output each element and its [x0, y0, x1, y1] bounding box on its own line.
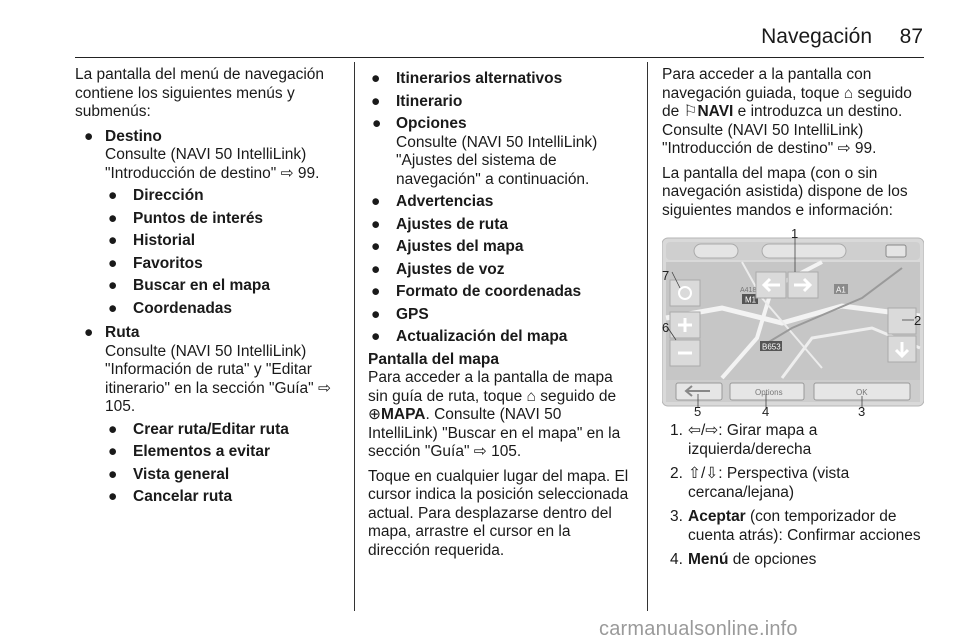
view-up-button[interactable]: [888, 308, 916, 334]
item-label: Buscar en el mapa: [133, 277, 270, 294]
item-label: Ajustes de voz: [396, 260, 505, 278]
navi-label: NAVI: [697, 103, 734, 120]
legend-number: 2.: [670, 465, 683, 482]
compass-button[interactable]: [670, 280, 700, 306]
bullet: ●: [108, 232, 118, 249]
legend-text: de opciones: [728, 551, 817, 568]
list-item: [368, 328, 633, 347]
legend-number: 1.: [670, 422, 683, 439]
bullet: ●: [108, 209, 118, 227]
column-2: [368, 66, 633, 566]
item-label: Ruta: [105, 324, 140, 341]
bullet: ●: [371, 305, 381, 323]
item-label: Coordenadas: [133, 299, 233, 317]
flag-icon: ⚐: [683, 103, 698, 120]
item-text: Consulte (NAVI 50 IntelliLink) "Información de ruta" y "Editar itinerario" en la sección "Guía" ⇨ 105.: [105, 342, 331, 415]
callout-number: 1: [791, 228, 799, 241]
bullet: ●: [108, 187, 118, 204]
road-label: A1: [836, 285, 846, 295]
item-label: Dirección: [133, 187, 204, 204]
road-label: A418: [740, 287, 757, 294]
bullet: ●: [371, 92, 381, 110]
legend-text: ⇦/⇨: Girar mapa a izquierda/derecha: [688, 422, 818, 458]
callout-number: 6: [662, 320, 670, 335]
item-label: Itinerario: [396, 92, 463, 110]
text-run: seguido de: [540, 387, 617, 405]
legend-text: ⇧/⇩: Perspectiva (vista cercana/lejana): [688, 465, 850, 501]
bullet: ●: [371, 70, 381, 87]
column-3: [662, 66, 924, 570]
item-label: Destino: [105, 127, 162, 145]
bullet: ●: [84, 127, 94, 145]
item-label: Cancelar ruta: [133, 488, 233, 505]
list-item: [75, 488, 345, 507]
item-label: Actualización del mapa: [396, 328, 568, 345]
bullet: ●: [371, 193, 381, 210]
item-label: Puntos de interés: [133, 209, 264, 227]
column-1: [75, 66, 345, 507]
list-item: [75, 232, 345, 251]
bullet: ●: [371, 260, 381, 278]
list-item: [368, 306, 633, 325]
item-label: Advertencias: [396, 193, 494, 210]
bullet: ●: [84, 324, 94, 341]
map-screen-figure: [662, 228, 924, 416]
item-label: Crear ruta/Editar ruta: [133, 420, 289, 438]
bullet: ●: [108, 443, 118, 460]
callout-number: 4: [762, 404, 770, 416]
callout-number: 5: [694, 404, 702, 416]
item-label: Favoritos: [133, 254, 203, 272]
list-item: [75, 187, 345, 206]
watermark: carmanualsonline.info: [599, 618, 798, 640]
section-title: Pantalla del mapa: [368, 350, 499, 368]
list-item: [75, 443, 345, 462]
road-label: B653: [762, 342, 781, 352]
page-title: Navegación: [761, 25, 872, 48]
item-text: Consulte (NAVI 50 IntelliLink) "Ajustes del sistema de navegación" a continuación.: [396, 133, 598, 188]
callout-number: 2: [914, 313, 922, 328]
pantalla-text-1: [368, 369, 633, 462]
list-item-ruta: [75, 324, 345, 417]
bullet: ●: [108, 277, 118, 294]
bullet: ●: [371, 283, 381, 300]
page-header: [0, 0, 960, 62]
legend-bold: Menú: [688, 551, 729, 568]
bullet: ●: [372, 115, 382, 132]
legend-item: [662, 422, 924, 459]
callout-number: 3: [858, 404, 866, 416]
legend-text: (con temporizador de cuenta atrás): Confirmar acciones: [688, 508, 921, 544]
list-item: [75, 466, 345, 485]
item-label: Vista general: [133, 465, 230, 483]
item-label: Opciones: [396, 115, 467, 132]
options-label: Options: [755, 388, 783, 397]
bullet: ●: [371, 238, 381, 255]
list-item: [368, 93, 633, 112]
bullet: ●: [371, 328, 381, 345]
bullet: ●: [371, 215, 381, 233]
list-item: [75, 277, 345, 296]
home-icon: ⌂: [843, 84, 854, 102]
pantalla-text-2: Toque en cualquier lugar del mapa. El cursor indica la posición seleccionada actual. Para desplazarse dentro del mapa, arrastre el cursor en la dirección requerida.: [368, 467, 629, 559]
bullet: ●: [108, 254, 118, 272]
col3-text-2: La pantalla del mapa (con o sin navegación asistida) dispone de los siguientes mandos e información:: [662, 164, 908, 219]
page-number: 87: [899, 25, 923, 48]
list-item: [75, 300, 345, 319]
text-run: seguido de: [662, 84, 912, 120]
pantalla-section: [368, 351, 633, 561]
list-item: [75, 255, 345, 274]
list-item: [368, 193, 633, 212]
map-screen-illustration: [662, 228, 924, 416]
intro-text: La pantalla del menú de navegación contiene los siguientes menús y submenús:: [75, 66, 325, 120]
list-item: [368, 216, 633, 235]
bullet: ●: [108, 488, 118, 505]
item-label: Elementos a evitar: [133, 443, 270, 460]
column-divider: [647, 62, 648, 611]
list-item: [368, 261, 633, 280]
item-text: Consulte (NAVI 50 IntelliLink) "Introducción de destino" ⇨ 99.: [105, 146, 320, 182]
list-item: [368, 238, 633, 257]
globe-icon: ⊕: [368, 406, 381, 423]
home-icon: ⌂: [526, 387, 536, 405]
bullet: ●: [108, 465, 118, 483]
column-divider: [354, 62, 355, 611]
legend-item: [662, 465, 924, 502]
text-run: Para acceder a la pantalla de mapa sin guía de ruta, toque: [368, 369, 613, 405]
text-run: Para acceder a la pantalla con navegación guiada, toque: [662, 66, 872, 102]
item-label: Formato de coordenadas: [396, 283, 582, 300]
legend-number: 3.: [670, 508, 683, 525]
text-run: e introduzca un destino. Consulte (NAVI 50 IntelliLink) "Introducción de destino" ⇨ 99.: [662, 103, 903, 157]
text-run: . Consulte (NAVI 50 IntelliLink) "Buscar en el mapa" en la sección "Guía" ⇨ 105.: [368, 406, 621, 460]
list-item-destino: [75, 128, 345, 184]
callout-number: 7: [662, 268, 670, 283]
ok-label: OK: [856, 388, 868, 397]
mapa-label: MAPA: [381, 406, 426, 423]
bullet: ●: [108, 299, 118, 317]
item-label: Itinerarios alternativos: [396, 70, 563, 87]
list-item: [368, 70, 633, 89]
list-item: [75, 421, 345, 440]
list-item: [368, 283, 633, 302]
header-rule: [75, 57, 924, 58]
legend-item: [662, 551, 924, 570]
legend-bold: Aceptar: [688, 508, 746, 525]
road-label: M1: [745, 295, 757, 305]
legend-number: 4.: [670, 551, 683, 568]
bullet: ●: [108, 420, 118, 438]
list-item-opciones: [368, 115, 633, 189]
item-label: Ajustes de ruta: [396, 215, 508, 233]
item-label: Ajustes del mapa: [396, 238, 524, 255]
list-item: [75, 210, 345, 229]
col3-text-1: [662, 66, 924, 159]
legend-item: [662, 508, 924, 545]
item-label: GPS: [396, 305, 429, 323]
item-label: Historial: [133, 232, 196, 249]
